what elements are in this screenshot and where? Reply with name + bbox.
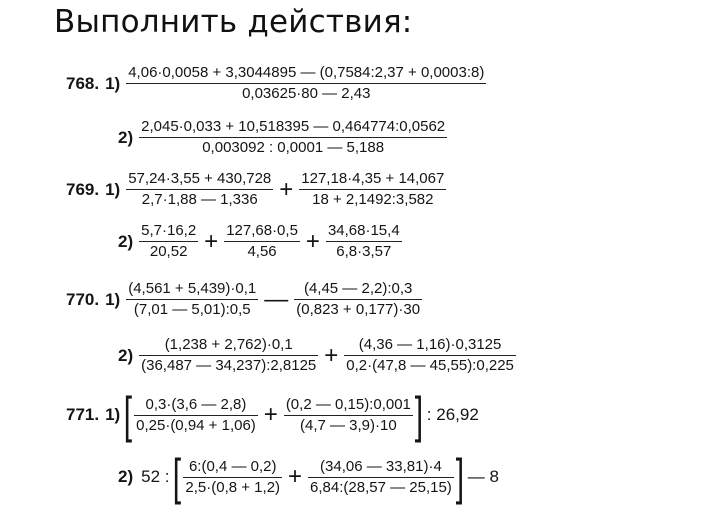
problem-771-part-2: [118, 449, 503, 505]
numerator: (4,45 — 2,2):0,3: [303, 280, 413, 297]
fraction: [294, 280, 422, 319]
problem-769-part-2: [118, 222, 404, 261]
numerator: (1,238 + 2,762)·0,1: [164, 336, 293, 353]
operator: +: [263, 401, 278, 428]
fraction: [344, 336, 516, 375]
fraction-bar: [183, 477, 282, 478]
left-bracket: [: [124, 387, 133, 443]
fraction: [134, 396, 258, 435]
problem-769-part-1: [66, 170, 448, 209]
numerator: 0,3·(3,6 — 2,8): [145, 395, 247, 413]
trailing-expression: : 26,92: [426, 405, 479, 424]
part-label: 2): [118, 231, 134, 251]
fraction: [326, 222, 402, 261]
denominator: 2,7·1,88 — 1,336: [141, 191, 258, 208]
fraction: [126, 280, 258, 319]
denominator: (36,487 — 34,237):2,8125: [141, 357, 317, 374]
denominator: 18 + 2,1492:3,582: [312, 191, 434, 208]
problem-number: 768.: [66, 73, 100, 93]
fraction-bar: [299, 189, 446, 190]
fraction: [183, 458, 282, 497]
part-label: 1): [105, 405, 121, 424]
fraction-bar: [126, 189, 273, 190]
fraction: [284, 396, 413, 435]
denominator: 4,56: [247, 243, 277, 260]
fraction-bar: [139, 241, 198, 242]
operator: +: [305, 227, 320, 255]
denominator: 0,2·(47,8 — 45,55):0,225: [346, 357, 514, 374]
denominator: 6,84:(28,57 — 25,15): [310, 478, 452, 496]
fraction: [139, 336, 318, 375]
fraction-bar: [126, 299, 258, 300]
denominator: 0,003092 : 0,0001 — 5,188: [202, 139, 385, 156]
numerator: 127,18·4,35 + 14,067: [301, 170, 445, 187]
fraction-bar: [126, 83, 486, 84]
operator: +: [324, 341, 339, 369]
numerator: 5,7·16,2: [141, 222, 197, 239]
denominator: 20,52: [149, 243, 188, 260]
numerator: (4,36 — 1,16)·0,3125: [358, 336, 502, 353]
fraction-bar: [326, 241, 402, 242]
problem-768-part-2: [118, 118, 449, 157]
part-label: 2): [118, 467, 134, 486]
operator: +: [204, 227, 219, 255]
numerator: (34,06 — 33,81)·4: [320, 457, 442, 475]
fraction-bar: [308, 477, 454, 478]
fraction-bar: [224, 241, 300, 242]
fraction-bar: [284, 415, 413, 416]
numerator: 2,045·0,033 + 10,518395 — 0,464774:0,0562: [141, 118, 446, 135]
denominator: (4,7 — 3,9)·10: [299, 416, 397, 434]
left-bracket: [: [173, 449, 182, 505]
fraction: [308, 458, 454, 497]
part-label: 1): [105, 73, 121, 93]
fraction: [224, 222, 300, 261]
problem-number: 770.: [66, 289, 100, 309]
trailing-expression: — 8: [467, 467, 499, 486]
operator: +: [288, 463, 303, 490]
numerator: 6:(0,4 — 0,2): [188, 457, 277, 475]
fraction-bar: [139, 137, 447, 138]
denominator: 6,8·3,57: [336, 243, 392, 260]
fraction: [139, 118, 447, 157]
numerator: (0,2 — 0,15):0,001: [285, 395, 411, 413]
page-title: Выполнить действия:: [54, 4, 413, 40]
numerator: 57,24·3,55 + 430,728: [128, 170, 272, 187]
numerator: (4,561 + 5,439)·0,1: [128, 280, 257, 297]
numerator: 4,06·0,0058 + 3,3044895 — (0,7584:2,37 + 0,0003:8): [128, 64, 485, 81]
problem-number: 771.: [66, 405, 100, 424]
problem-770-part-1: [66, 280, 424, 319]
fraction-bar: [294, 299, 422, 300]
fraction-bar: [139, 355, 318, 356]
part-label: 2): [118, 345, 134, 365]
numerator: 34,68·15,4: [327, 222, 400, 239]
denominator: 0,03625·80 — 2,43: [242, 85, 371, 102]
denominator: 2,5·(0,8 + 1,2): [185, 478, 281, 496]
denominator: (0,823 + 0,177)·30: [296, 301, 421, 318]
problem-771-part-1: [66, 387, 483, 443]
problem-770-part-2: [118, 336, 518, 375]
problem-number: 769.: [66, 179, 100, 199]
right-bracket: ]: [455, 449, 464, 505]
problem-768-part-1: [66, 64, 488, 103]
part-label: 1): [105, 179, 121, 199]
operator: —: [264, 285, 289, 313]
fraction: [126, 170, 273, 209]
part-label: 1): [105, 289, 121, 309]
fraction: [299, 170, 446, 209]
denominator: (7,01 — 5,01):0,5: [133, 301, 251, 318]
numerator: 127,68·0,5: [226, 222, 298, 239]
fraction: [126, 64, 486, 103]
operator: +: [279, 175, 294, 203]
right-bracket: ]: [414, 387, 424, 443]
part-label: 2): [118, 127, 134, 147]
fraction-bar: [344, 355, 516, 356]
fraction-bar: [134, 415, 258, 416]
denominator: 0,25·(0,94 + 1,06): [136, 416, 256, 434]
leading-expression: 52 :: [141, 467, 170, 486]
fraction: [139, 222, 198, 261]
